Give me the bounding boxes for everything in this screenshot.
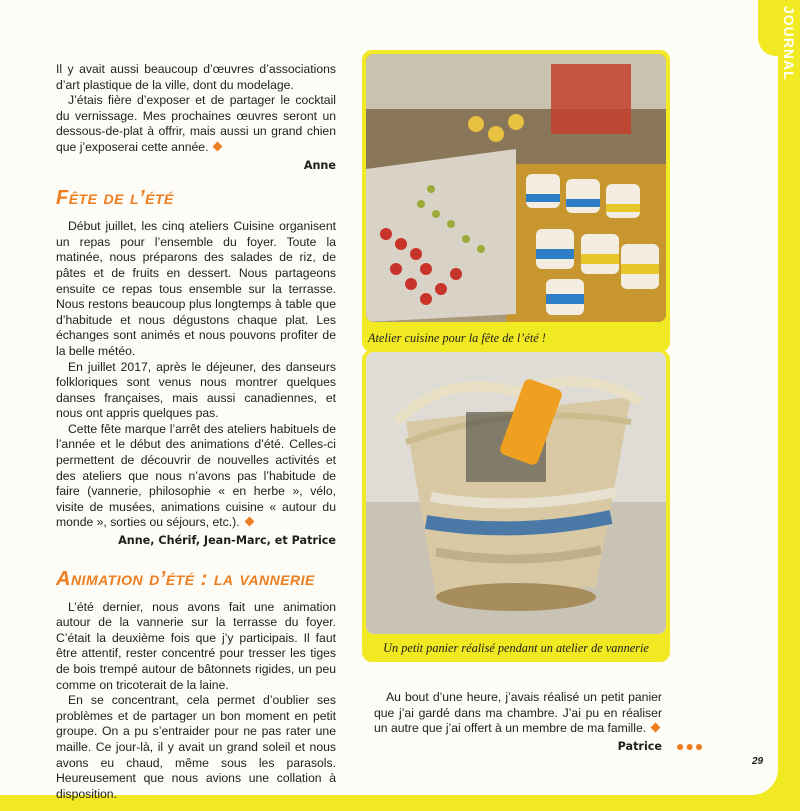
vannerie-author: Patrice — [617, 739, 662, 753]
side-tab — [778, 0, 800, 160]
vannerie-paragraph-2: En se concentrant, cela permet d’oublier ses problèmes et de partager un bon moment en petit groupe. On a pu s’entraider pour ne pas rater une maille. Ce jour-là, il y avait un grand soleil et nous avons eu chaud, même sous les parasols. Heureusement que nous avions une collation à disposition. — [56, 693, 336, 801]
section-title-fete: Fête de l’été — [56, 187, 174, 210]
end-diamond-icon — [651, 723, 661, 733]
intro-paragraph-2: J’étais fière d’exposer et de partager le cocktail du vernissage. Mes prochaines œuvres seront un dessous-de-plat à offrir, mais aussi un grand chien que j’exposerai cette année. — [56, 93, 336, 154]
intro-author: Anne — [303, 158, 336, 172]
vannerie-paragraph-3: Au bout d’une heure, j’avais réalisé un petit panier que j’ai gardé dans ma chambre. J’ai pu en réaliser un autre que j’ai offert à un membre de ma famille. — [374, 690, 662, 736]
page-number: 29 — [752, 756, 764, 767]
photo-cooking-frame — [362, 50, 670, 352]
photo-basket-frame — [362, 350, 670, 662]
left-column — [56, 62, 336, 802]
right-column — [374, 690, 662, 754]
fete-paragraph-2: En juillet 2017, après le déjeuner, des danseurs folkloriques sont venus nous montrer quelques danses françaises, mais aussi canadiennes, et nous ont appris quelques pas. — [56, 359, 336, 421]
fete-authors: Anne, Chérif, Jean-Marc, et Patrice — [118, 534, 336, 548]
fete-paragraph-1: Début juillet, les cinq ateliers Cuisine organisent un repas pour l’ensemble du foyer. Toute la matinée, nous préparons des salades de riz, de pâtes et de fruits en dessert. Nous partageons ensuite ce repas tous ensemble sur la terrasse. Nous restons beaucoup plus longtemps à table que d’habitude et nous dégustons chaque plat. Les échanges sont animés et nous pouvons profiter de la belle météo. — [56, 219, 336, 358]
photo-basket — [366, 352, 666, 634]
intro-paragraph-1: Il y avait aussi beaucoup d’œuvres d’associations d’art plastique de la ville, dont du modelage. — [56, 62, 336, 92]
vannerie-paragraph-1: L’été dernier, nous avons fait une animation autour de la vannerie sur la terrasse du foyer. C’était la deuxième fois que j’y participais. Il faut être attentif, rester concentré pour tresser les tiges de bois trempé autour de bâtonnets rigides, un peu comme on tricoterait de la laine. — [56, 599, 336, 692]
photo-basket-caption: Un petit panier réalisé pendant un atelier de vannerie — [383, 641, 649, 655]
section-title-vannerie: Animation d’été : la vannerie — [56, 567, 315, 590]
photo-cooking-caption: Atelier cuisine pour la fête de l’été ! — [368, 331, 546, 345]
photo-cooking — [366, 54, 666, 322]
side-tab-label: JOURNAL — [781, 6, 797, 81]
continuation-dots-icon: ●●● — [676, 738, 705, 754]
end-diamond-icon — [213, 142, 223, 152]
fete-paragraph-3: Cette fête marque l’arrêt des ateliers habituels de l’année et le début des animations d’été. Celles-ci permettent de découvrir de nouvelles activités et des ateliers que nous n’avons pas l’habitude de faire (vannerie, philosophie « en herbe », vélo, visite de musées, animations cuisine « autour du monde », sorties ou séjours, etc.). — [56, 421, 336, 530]
end-diamond-icon — [244, 517, 254, 527]
